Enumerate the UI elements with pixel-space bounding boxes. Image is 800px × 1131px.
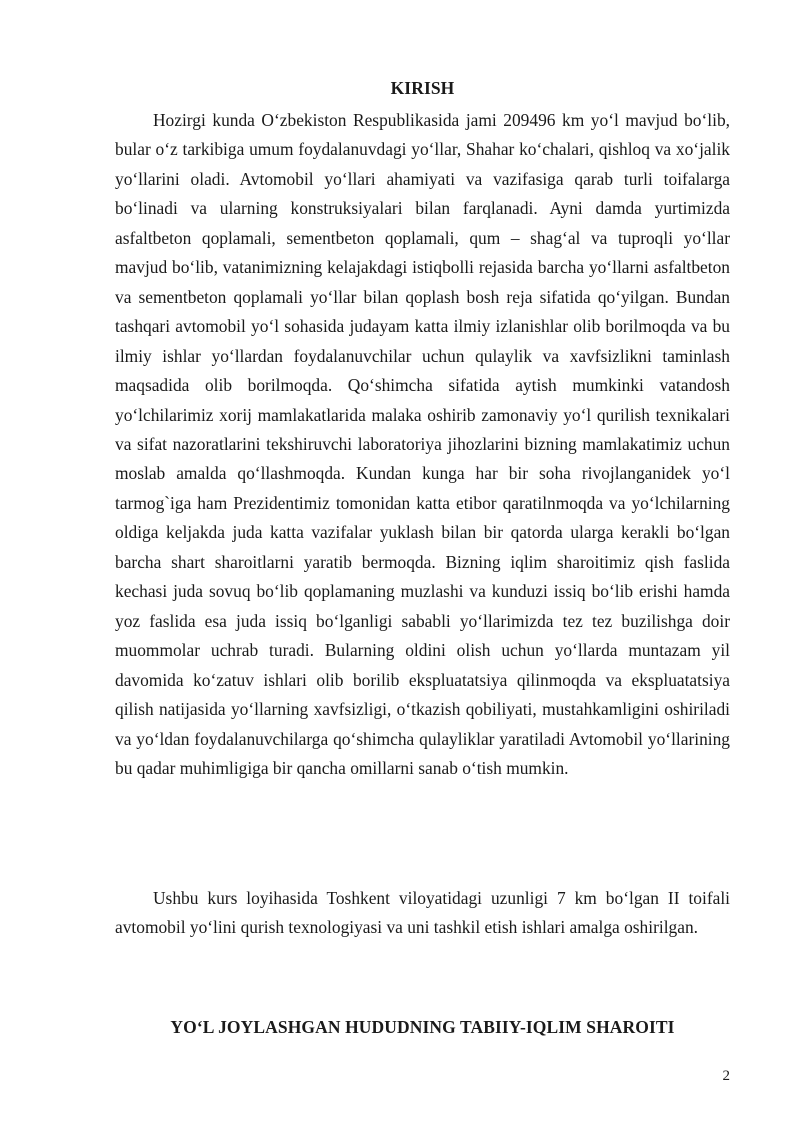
document-page: [115, 0, 730, 1131]
page-number: 2: [722, 1068, 730, 1084]
section-heading: YO‘L JOYLASHGAN HUDUDNING TABIIY-IQLIM SHAROITI: [170, 1017, 675, 1037]
page-title: KIRISH: [390, 78, 455, 98]
paragraph-project-scope: Ushbu kurs loyihasida Toshkent viloyatidagi uzunligi 7 km bo‘lgan II toifali avtomobil yo‘lini qurish texnologiyasi va uni tashkil etish ishlari amalga oshirilgan.: [115, 888, 730, 938]
paragraph-intro: Hozirgi kunda O‘zbekiston Respublikasida jami 209496 km yo‘l mavjud bo‘lib, bular o‘z tarkibiga umum foydalanuvdagi yo‘llar, Shahar ko‘chalari, qishloq va xo‘jalik yo‘llarini oladi. Avtomobil yo‘llari ahamiyati va vazifasiga qarab turli toifalarga bo‘linadi va ularning konstruksiyalari bilan farqlanadi. Ayni damda yurtimizda asfaltbeton qoplamali, sementbeton qoplamali, qum – shag‘al va tuproqli yo‘llar mavjud bo‘lib, vatanimizning kelajakdagi istiqbolli rejasida barcha yo‘llarni asfaltbeton va sementbeton qoplamali yo‘llar bilan qoplash bosh reja sifatida qo‘yilgan. Bundan tashqari avtomobil yo‘l sohasida judayam katta ilmiy izlanishlar olib borilmoqda va bu ilmiy ishlar yo‘llardan foydalanuvchilar uchun qulaylik va xavfsizlikni taminlash maqsadida olib borilmoqda. Qo‘shimcha sifatida aytish mumkinki vatandosh yo‘lchilarimiz xorij mamlakatlarida malaka oshirib zamonaviy yo‘l qurilish texnikalari va sifat nazoratlarini tekshiruvchi laboratoriya jihozlarini bizning mamlakatimiz uchun moslab amalda qo‘llashmoqda. Kundan kunga har bir soha rivojlanganidek yo‘l tarmog`iga ham Prezidentimiz tomonidan katta etibor qaratilnmoqda va yo‘lchilarning oldiga keljakda juda katta vazifalar yuklash bilan bir qatorda ularga kerakli bo‘lgan barcha shart sharoitlarni yaratib bermoqda. Bizning iqlim sharoitimiz qish faslida kechasi juda sovuq bo‘lib qoplamaning muzlashi va kunduzi issiq bo‘lib erishi hamda yoz faslida esa juda issiq bo‘lganligi sababli yo‘llarimizda tez tez buzilishga doir muommolar uchrab turadi. Bularning oldini olish uchun yo‘llarda muntazam yil davomida ko‘zatuv ishlari olib borilib ekspluatatsiya qilinmoqda va ekspluatatsiya qilish natijasida yo‘llarning xavfsizligi, o‘tkazish qobiliyati, mustahkamligini oshiriladi va yo‘ldan foydalanuvchilarga qo‘shimcha qulayliklar yaratiladi Avtomobil yo‘llarining bu qadar muhimligiga bir qancha omillarni sanab o‘tish mumkin.: [115, 110, 730, 778]
